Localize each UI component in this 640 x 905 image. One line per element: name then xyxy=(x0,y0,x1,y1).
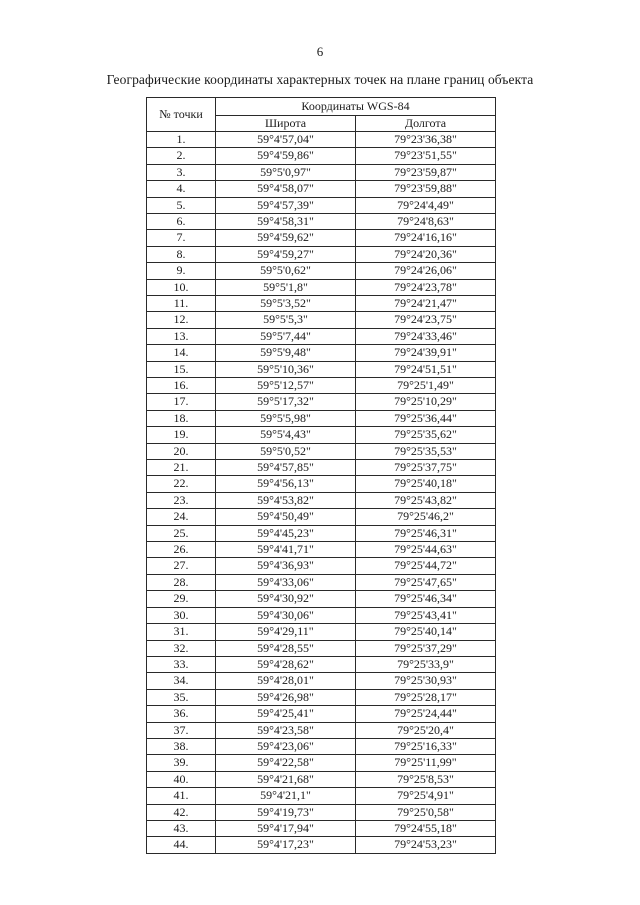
longitude-cell: 79°25'28,17" xyxy=(356,689,496,705)
point-number-cell: 44. xyxy=(147,837,216,853)
table-row xyxy=(147,624,496,640)
table-header-row xyxy=(147,98,496,116)
latitude-cell: 59°5'1,8" xyxy=(216,279,356,295)
point-number-cell: 43. xyxy=(147,820,216,836)
longitude-cell: 79°24'21,47" xyxy=(356,295,496,311)
table-row xyxy=(147,328,496,344)
longitude-cell: 79°25'37,75" xyxy=(356,460,496,476)
table-row xyxy=(147,771,496,787)
table-row xyxy=(147,476,496,492)
page-number: 6 xyxy=(316,44,324,59)
table-row xyxy=(147,263,496,279)
longitude-cell: 79°24'23,75" xyxy=(356,312,496,328)
point-number-cell: 25. xyxy=(147,525,216,541)
table-row xyxy=(147,656,496,672)
longitude-cell: 79°24'20,36" xyxy=(356,246,496,262)
longitude-cell: 79°25'4,91" xyxy=(356,788,496,804)
longitude-cell: 79°25'16,33" xyxy=(356,738,496,754)
point-number-cell: 16. xyxy=(147,378,216,394)
latitude-cell: 59°4'56,13" xyxy=(216,476,356,492)
point-number-cell: 6. xyxy=(147,213,216,229)
longitude-cell: 79°25'33,9" xyxy=(356,656,496,672)
latitude-cell: 59°4'21,1" xyxy=(216,788,356,804)
latitude-cell: 59°4'59,62" xyxy=(216,230,356,246)
table-row xyxy=(147,246,496,262)
longitude-cell: 79°25'46,34" xyxy=(356,591,496,607)
longitude-cell: 79°24'23,78" xyxy=(356,279,496,295)
table-row xyxy=(147,230,496,246)
point-number-cell: 15. xyxy=(147,361,216,377)
header-latitude: Широта xyxy=(216,115,356,131)
latitude-cell: 59°5'0,62" xyxy=(216,263,356,279)
latitude-cell: 59°5'0,97" xyxy=(216,164,356,180)
table-row xyxy=(147,542,496,558)
table-row xyxy=(147,837,496,853)
latitude-cell: 59°4'21,68" xyxy=(216,771,356,787)
latitude-cell: 59°4'23,06" xyxy=(216,738,356,754)
table-row xyxy=(147,706,496,722)
latitude-cell: 59°5'17,32" xyxy=(216,394,356,410)
point-number-cell: 7. xyxy=(147,230,216,246)
longitude-cell: 79°25'44,72" xyxy=(356,558,496,574)
header-longitude: Долгота xyxy=(356,115,496,131)
longitude-cell: 79°25'35,62" xyxy=(356,427,496,443)
longitude-cell: 79°24'39,91" xyxy=(356,345,496,361)
longitude-cell: 79°24'4,49" xyxy=(356,197,496,213)
latitude-cell: 59°5'5,3" xyxy=(216,312,356,328)
latitude-cell: 59°4'57,39" xyxy=(216,197,356,213)
latitude-cell: 59°4'53,82" xyxy=(216,492,356,508)
longitude-cell: 79°23'36,38" xyxy=(356,131,496,147)
point-number-cell: 39. xyxy=(147,755,216,771)
point-number-cell: 42. xyxy=(147,804,216,820)
point-number-cell: 17. xyxy=(147,394,216,410)
longitude-cell: 79°25'43,41" xyxy=(356,607,496,623)
longitude-cell: 79°24'26,06" xyxy=(356,263,496,279)
table-row xyxy=(147,607,496,623)
latitude-cell: 59°4'17,94" xyxy=(216,820,356,836)
point-number-cell: 41. xyxy=(147,788,216,804)
longitude-cell: 79°25'0,58" xyxy=(356,804,496,820)
table-row xyxy=(147,295,496,311)
point-number-cell: 14. xyxy=(147,345,216,361)
coordinates-table xyxy=(146,97,496,854)
table-row xyxy=(147,181,496,197)
point-number-cell: 40. xyxy=(147,771,216,787)
point-number-cell: 37. xyxy=(147,722,216,738)
longitude-cell: 79°24'33,46" xyxy=(356,328,496,344)
point-number-cell: 10. xyxy=(147,279,216,295)
table-row xyxy=(147,427,496,443)
longitude-cell: 79°25'40,18" xyxy=(356,476,496,492)
longitude-cell: 79°24'53,23" xyxy=(356,837,496,853)
point-number-cell: 33. xyxy=(147,656,216,672)
table-row xyxy=(147,131,496,147)
header-point-number: № точки xyxy=(147,98,216,132)
table-row xyxy=(147,492,496,508)
latitude-cell: 59°5'9,48" xyxy=(216,345,356,361)
longitude-cell: 79°24'55,18" xyxy=(356,820,496,836)
longitude-cell: 79°25'46,31" xyxy=(356,525,496,541)
point-number-cell: 30. xyxy=(147,607,216,623)
longitude-cell: 79°25'36,44" xyxy=(356,410,496,426)
latitude-cell: 59°4'29,11" xyxy=(216,624,356,640)
table-row xyxy=(147,378,496,394)
latitude-cell: 59°4'41,71" xyxy=(216,542,356,558)
point-number-cell: 29. xyxy=(147,591,216,607)
latitude-cell: 59°4'57,85" xyxy=(216,460,356,476)
point-number-cell: 13. xyxy=(147,328,216,344)
longitude-cell: 79°25'43,82" xyxy=(356,492,496,508)
point-number-cell: 11. xyxy=(147,295,216,311)
longitude-cell: 79°24'16,16" xyxy=(356,230,496,246)
longitude-cell: 79°25'11,99" xyxy=(356,755,496,771)
table-row xyxy=(147,279,496,295)
table-row xyxy=(147,410,496,426)
header-coordinates: Координаты WGS-84 xyxy=(216,98,496,116)
latitude-cell: 59°4'28,55" xyxy=(216,640,356,656)
table-row xyxy=(147,148,496,164)
point-number-cell: 22. xyxy=(147,476,216,492)
point-number-cell: 28. xyxy=(147,574,216,590)
point-number-cell: 23. xyxy=(147,492,216,508)
latitude-cell: 59°4'28,01" xyxy=(216,673,356,689)
longitude-cell: 79°25'35,53" xyxy=(356,443,496,459)
longitude-cell: 79°25'30,93" xyxy=(356,673,496,689)
table-row xyxy=(147,213,496,229)
latitude-cell: 59°5'7,44" xyxy=(216,328,356,344)
latitude-cell: 59°4'36,93" xyxy=(216,558,356,574)
point-number-cell: 4. xyxy=(147,181,216,197)
longitude-cell: 79°24'8,63" xyxy=(356,213,496,229)
table-row xyxy=(147,574,496,590)
table-row xyxy=(147,640,496,656)
point-number-cell: 26. xyxy=(147,542,216,558)
longitude-cell: 79°25'40,14" xyxy=(356,624,496,640)
longitude-cell: 79°25'20,4" xyxy=(356,722,496,738)
table-row xyxy=(147,509,496,525)
point-number-cell: 31. xyxy=(147,624,216,640)
table-row xyxy=(147,804,496,820)
table-row xyxy=(147,525,496,541)
table-row xyxy=(147,788,496,804)
table-row xyxy=(147,755,496,771)
point-number-cell: 9. xyxy=(147,263,216,279)
table-row xyxy=(147,673,496,689)
table-row xyxy=(147,738,496,754)
point-number-cell: 1. xyxy=(147,131,216,147)
point-number-cell: 20. xyxy=(147,443,216,459)
longitude-cell: 79°25'46,2" xyxy=(356,509,496,525)
latitude-cell: 59°5'4,43" xyxy=(216,427,356,443)
table-row xyxy=(147,689,496,705)
longitude-cell: 79°25'37,29" xyxy=(356,640,496,656)
point-number-cell: 32. xyxy=(147,640,216,656)
table-row xyxy=(147,394,496,410)
table-row xyxy=(147,443,496,459)
point-number-cell: 3. xyxy=(147,164,216,180)
latitude-cell: 59°4'23,58" xyxy=(216,722,356,738)
latitude-cell: 59°5'10,36" xyxy=(216,361,356,377)
point-number-cell: 27. xyxy=(147,558,216,574)
table-row xyxy=(147,558,496,574)
longitude-cell: 79°25'10,29" xyxy=(356,394,496,410)
longitude-cell: 79°23'59,88" xyxy=(356,181,496,197)
latitude-cell: 59°4'57,04" xyxy=(216,131,356,147)
table-row xyxy=(147,591,496,607)
table-row xyxy=(147,164,496,180)
latitude-cell: 59°5'0,52" xyxy=(216,443,356,459)
point-number-cell: 38. xyxy=(147,738,216,754)
latitude-cell: 59°4'30,92" xyxy=(216,591,356,607)
table-row xyxy=(147,820,496,836)
latitude-cell: 59°4'28,62" xyxy=(216,656,356,672)
latitude-cell: 59°4'58,07" xyxy=(216,181,356,197)
point-number-cell: 5. xyxy=(147,197,216,213)
latitude-cell: 59°4'50,49" xyxy=(216,509,356,525)
latitude-cell: 59°4'45,23" xyxy=(216,525,356,541)
point-number-cell: 21. xyxy=(147,460,216,476)
table-row xyxy=(147,361,496,377)
latitude-cell: 59°5'12,57" xyxy=(216,378,356,394)
longitude-cell: 79°25'1,49" xyxy=(356,378,496,394)
point-number-cell: 8. xyxy=(147,246,216,262)
document-title: Географические координаты характерных точек на плане границ объекта xyxy=(106,72,534,87)
longitude-cell: 79°23'51,55" xyxy=(356,148,496,164)
longitude-cell: 79°25'8,53" xyxy=(356,771,496,787)
longitude-cell: 79°24'51,51" xyxy=(356,361,496,377)
table-row xyxy=(147,460,496,476)
longitude-cell: 79°25'24,44" xyxy=(356,706,496,722)
latitude-cell: 59°5'3,52" xyxy=(216,295,356,311)
latitude-cell: 59°4'19,73" xyxy=(216,804,356,820)
latitude-cell: 59°5'5,98" xyxy=(216,410,356,426)
table-header xyxy=(147,98,496,132)
latitude-cell: 59°4'59,27" xyxy=(216,246,356,262)
point-number-cell: 18. xyxy=(147,410,216,426)
table-row xyxy=(147,197,496,213)
latitude-cell: 59°4'22,58" xyxy=(216,755,356,771)
point-number-cell: 35. xyxy=(147,689,216,705)
point-number-cell: 34. xyxy=(147,673,216,689)
table-row xyxy=(147,345,496,361)
point-number-cell: 36. xyxy=(147,706,216,722)
table-row xyxy=(147,722,496,738)
point-number-cell: 12. xyxy=(147,312,216,328)
latitude-cell: 59°4'26,98" xyxy=(216,689,356,705)
latitude-cell: 59°4'30,06" xyxy=(216,607,356,623)
point-number-cell: 2. xyxy=(147,148,216,164)
latitude-cell: 59°4'59,86" xyxy=(216,148,356,164)
table-row xyxy=(147,312,496,328)
latitude-cell: 59°4'25,41" xyxy=(216,706,356,722)
point-number-cell: 19. xyxy=(147,427,216,443)
latitude-cell: 59°4'33,06" xyxy=(216,574,356,590)
latitude-cell: 59°4'17,23" xyxy=(216,837,356,853)
latitude-cell: 59°4'58,31" xyxy=(216,213,356,229)
longitude-cell: 79°23'59,87" xyxy=(356,164,496,180)
table-body xyxy=(147,131,496,853)
longitude-cell: 79°25'47,65" xyxy=(356,574,496,590)
longitude-cell: 79°25'44,63" xyxy=(356,542,496,558)
point-number-cell: 24. xyxy=(147,509,216,525)
